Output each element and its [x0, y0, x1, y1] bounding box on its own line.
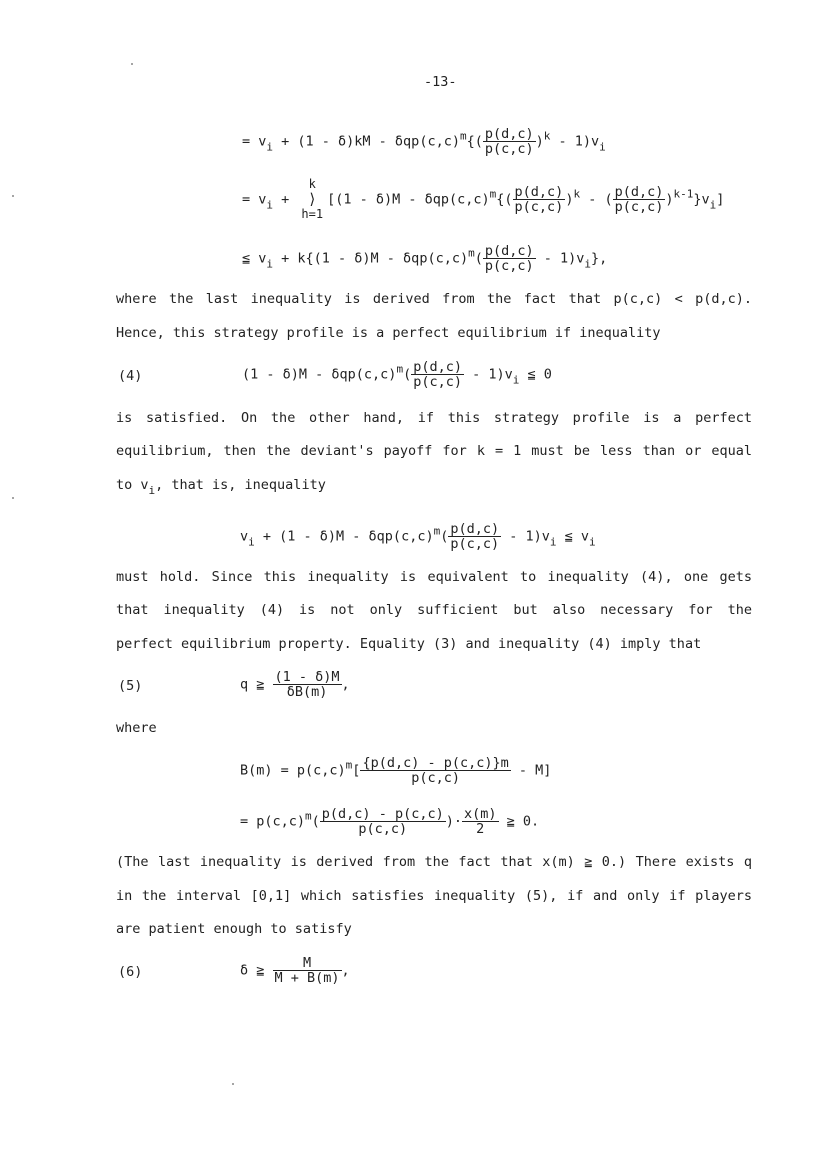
text-line: perfect equilibrium property. Equality (3) and inequality (4) imply that [116, 636, 702, 652]
equation-line-3: ≦ $v_i + k\{(1 - \delta)M - \delta qp(c,c)^m$( $\frac{p(d,c)}{p(c,c)}$ - $1)v_i$}, [242, 243, 608, 275]
fraction: $\frac{p(d,c)}{p(c,c)}$ [484, 126, 534, 158]
text-line: (The last inequality is derived from the fact that x(m) ≧ 0.) There exists q [116, 854, 752, 870]
text-line: are patient enough to satisfy [116, 921, 352, 937]
fraction: $\frac{p(d,c)}{p(c,c)}$ [413, 359, 462, 391]
text-line: in the interval [0,1] which satisfies inequality (5), if and only if players [116, 888, 752, 904]
text-line: where [116, 720, 157, 736]
text-line: Hence, this strategy profile is a perfect equilibrium if inequality [116, 325, 661, 341]
fraction: $\frac{p(d,c)}{p(c,c)}$ [514, 183, 564, 215]
equation-label-5: (5) [118, 678, 143, 694]
equation-B-simplified: = $p(c,c)^m$( $\frac{p(d,c) - p(c,c)}{p(c,c)}$ )· $\frac{x(m)}{2}$ ≧ 0. [240, 806, 540, 838]
summation-sign: k ⟩ h=1 [301, 177, 324, 221]
scan-speck [12, 195, 14, 197]
fraction: $\frac{x(m)}{2}$ [463, 806, 497, 838]
scan-speck [131, 63, 133, 65]
text-line: that inequality (4) is not only sufficient but also necessary for the [116, 602, 752, 618]
fraction: $\frac{p(d,c)}{p(c,c)}$ [484, 243, 534, 275]
text-line: to $v_i$, that is, inequality [116, 477, 326, 497]
equation-delta-bound: δ ≧ $\frac{M}{M + B(m)}$ , [240, 955, 350, 987]
text-line: where the last inequality is derived from the fact that p(c,c) < p(d,c). [116, 291, 752, 307]
fraction: $\frac{M}{M + B(m)}$ [274, 955, 340, 987]
text-line: is satisfied. On the other hand, if this strategy profile is a perfect [116, 410, 752, 426]
equation-B-definition: $B(m) = p(c,c)^m$[ $\frac{\{p(d,c) - p(c,c)\}m}{p(c,c)}$ - M] [240, 755, 552, 787]
equation-4: $(1 - \delta)M - \delta qp(c,c)^m$( $\frac{p(d,c)}{p(c,c)}$ - $1)v_i$ ≦ 0 [242, 359, 552, 391]
equation-line-1: = $v_i + (1 - \delta)kM - \delta qp(c,c)^m${( $\frac{p(d,c)}{p(c,c)}$ )$^k - 1)v_i$ [242, 126, 606, 158]
fraction: $\frac{p(d,c)}{p(c,c)}$ [614, 183, 664, 215]
fraction: $\frac{(1 - \delta)M}{\delta B(m)}$ [274, 669, 340, 701]
scan-speck [232, 1083, 234, 1085]
equation-5: $v_i + (1 - \delta)M - \delta qp(c,c)^m$( $\frac{p(d,c)}{p(c,c)}$ - $1)v_i$ ≦ $v_i$ [240, 521, 596, 553]
equation-q-bound: q ≧ $\frac{(1 - \delta)M}{\delta B(m)}$ , [240, 669, 350, 701]
equation-line-2: = $v_i$ + k ⟩ h=1 [$(1 - \delta)M - \delta qp(c,c)^m${( $\frac{p(d,c)}{p(c,c)}$ )$^k$ - ( $\frac{p(d,c)}{p(c,c)}$ )$^{k-1}\}v_i$] [242, 177, 725, 221]
text-line: equilibrium, then the deviant's payoff for k = 1 must be less than or equal [116, 443, 752, 459]
fraction: $\frac{\{p(d,c) - p(c,c)\}m}{p(c,c)}$ [362, 755, 509, 787]
page-number: -13- [424, 74, 457, 90]
fraction: $\frac{p(d,c)}{p(c,c)}$ [450, 521, 500, 553]
fraction: $\frac{p(d,c) - p(c,c)}{p(c,c)}$ [321, 806, 444, 838]
equation-label-6: (6) [118, 964, 143, 980]
scan-speck [12, 497, 14, 499]
text-line: must hold. Since this inequality is equivalent to inequality (4), one gets [116, 569, 752, 585]
equation-label-4: (4) [118, 368, 143, 384]
